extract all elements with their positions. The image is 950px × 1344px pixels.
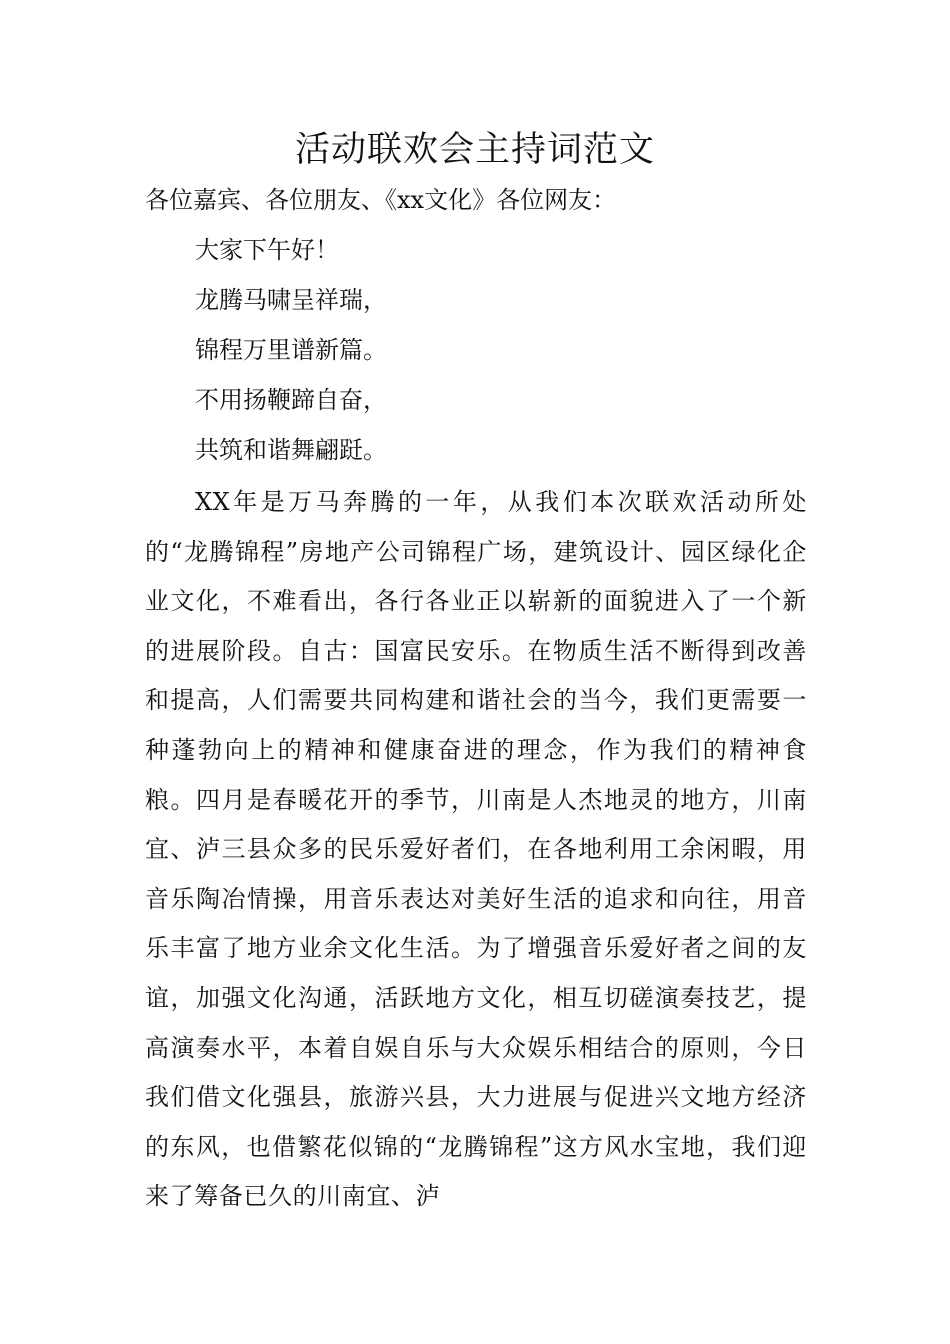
document-title: 活动联欢会主持词范文: [294, 130, 655, 170]
poem-line: 龙腾马啸呈祥瑞，: [195, 286, 387, 314]
salutation-line: 各位嘉宾、各位朋友、《xx文化》各位网友：: [145, 186, 617, 214]
body-paragraph: XX年是万马奔腾的一年，从我们本次联欢活动所处的“龙腾锦程”房地产公司锦程广场，建筑设计、园区绿化企业文化，不难看出，各行各业正以崭新的面貌进入了一个新的进展阶段。自古：国富民安乐。在物质生活不断得到改善和提高，人们需要共同构建和谐社会的当今，我们更需要一种蓬勃向上的精神和健康奋进的理念，作为我们的精神食粮。四月是春暖花开的季节，川南是人杰地灵的地方，川南宜、泸三县众多的民乐爱好者们，在各地利用工余闲暇，用音乐陶冶情操，用音乐表达对美好生活的追求和向往，用音乐丰富了地方业余文化生活。为了增强音乐爱好者之间的友谊，加强文化沟通，活跃地方文化，相互切磋演奏技艺，提高演奏水平，本着自娱自乐与大众娱乐相结合的原则，今日我们借文化强县，旅游兴县，大力进展与促进兴文地方经济的东风，也借繁花似锦的“龙腾锦程”这方风水宝地，我们迎来了筹备已久的川南宜、泸: [145, 488, 807, 1211]
poem-line: 不用扬鞭蹄自奋，: [195, 386, 387, 414]
poem-line: 共筑和谐舞翩跹。: [195, 436, 387, 464]
poem-line: 锦程万里谱新篇。: [195, 336, 387, 364]
greeting-line: 大家下午好！: [195, 236, 339, 264]
